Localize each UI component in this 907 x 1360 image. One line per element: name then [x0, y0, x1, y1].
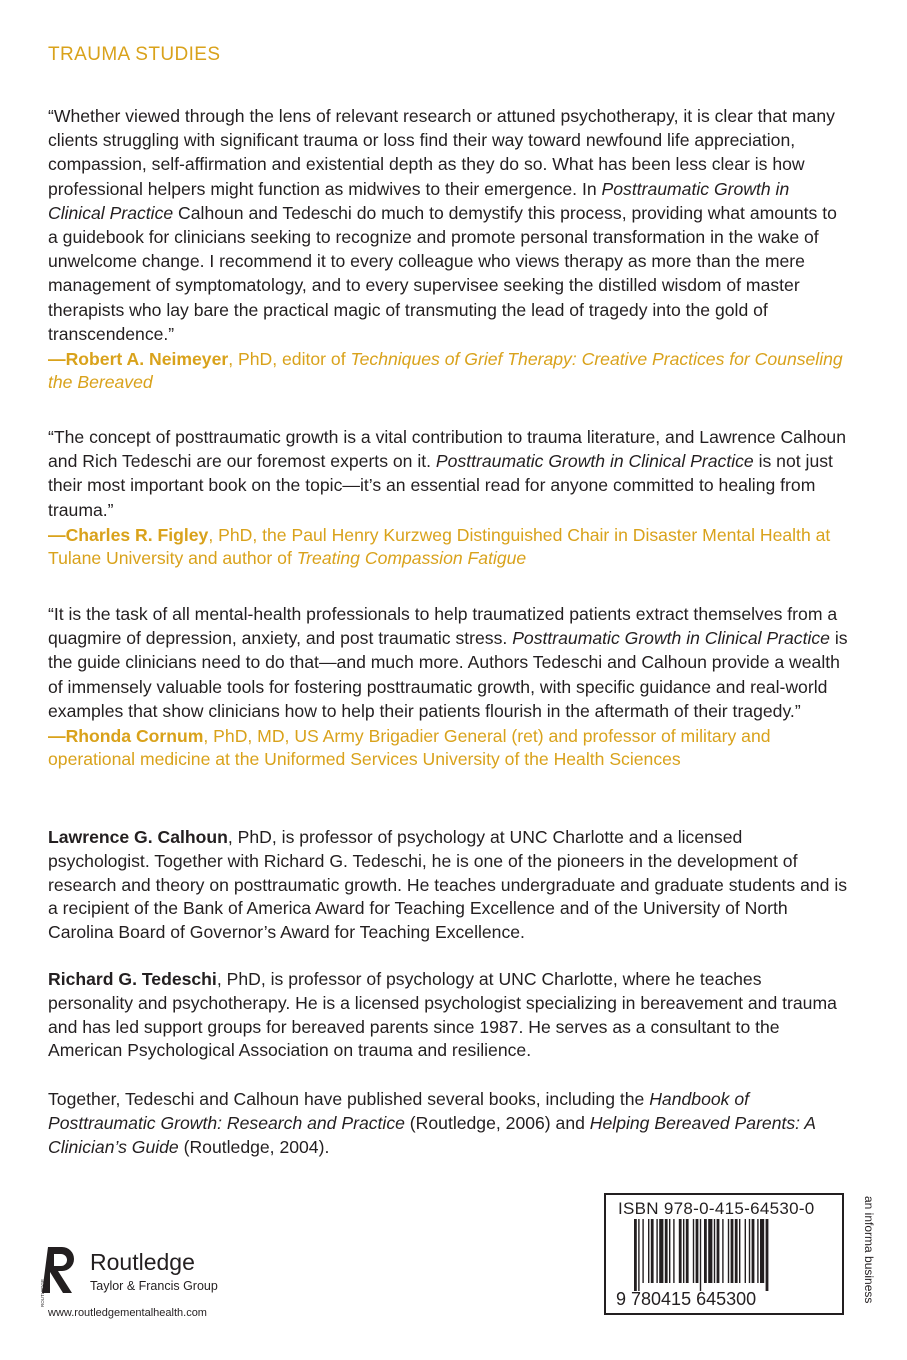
publisher-group: Taylor & Francis Group — [90, 1279, 218, 1293]
endorser-work: Techniques of Grief Therapy: Creative Practices for Counseling the Bereaved — [48, 349, 843, 393]
barcode-bar — [669, 1219, 670, 1283]
barcode-bar — [665, 1219, 668, 1283]
endorsement-neimeyer — [48, 104, 848, 394]
barcode-bar — [642, 1219, 643, 1283]
author-bio-calhoun: Lawrence G. Calhoun, PhD, is professor of psychology at UNC Charlotte and a licensed psychologist. Together with Richard G. Tedeschi, he is one of the pioneers in the development of research and theory on posttraumatic growth. He teaches undergraduate and graduate students and is a recipient of the Bank of America Award for Teaching Excellence and of the University of North Carolina Board of Governor’s Award for Teaching Excellence. — [48, 827, 848, 943]
barcode-bar — [731, 1219, 734, 1283]
endorsement-attribution: —Charles R. Figley, PhD, the Paul Henry Kurzweg Distinguished Chair in Disaster Mental Health at Tulane University and author of Treating Compassion Fatigue — [48, 524, 831, 568]
author-name: Lawrence G. Calhoun — [48, 827, 228, 847]
barcode-bar — [739, 1219, 740, 1283]
routledge-logo-icon — [40, 1245, 78, 1309]
book-title: Helping Bereaved Parents: A Clinician’s Guide — [48, 1112, 816, 1157]
barcode-bar — [704, 1219, 707, 1283]
endorsement-attribution: —Robert A. Neimeyer, PhD, editor of Techniques of Grief Therapy: Creative Practices for Counseling the Bereaved — [48, 349, 843, 393]
endorsement-quote: “The concept of posttraumatic growth is a vital contribution to trauma literature, and Lawrence Calhoun and Rich Tedeschi are our foremost experts on it. Posttraumatic Growth in Clinical Practice is not just their most important book on the topic—it’s an essential read for anyone committed to healing from trauma.” — [48, 427, 846, 520]
joint-publications: Together, Tedeschi and Calhoun have published several books, including the Handbook of Posttraumatic Growth: Research and Practice (Routledge, 2006) and Helping Bereaved Parents: A Clinician’s Guide (Routledge, 2004). — [48, 1089, 816, 1157]
barcode-bar — [696, 1219, 699, 1283]
publisher-url: www.routledgementalhealth.com — [48, 1307, 207, 1319]
barcode-bar — [752, 1219, 755, 1283]
barcode-bar — [745, 1219, 746, 1283]
barcode-bar — [656, 1219, 657, 1283]
barcode-bar — [760, 1219, 764, 1283]
publisher-logo — [40, 1245, 280, 1325]
informa-tagline: an informa business — [862, 1196, 876, 1304]
barcode-bar — [749, 1219, 750, 1283]
barcode-bar — [683, 1219, 684, 1283]
book-title: Handbook of Posttraumatic Growth: Research and Practice — [48, 1089, 749, 1133]
barcode-bar — [700, 1219, 701, 1291]
barcode-bar — [728, 1219, 729, 1283]
barcode-bar — [651, 1219, 654, 1283]
barcode-bar — [757, 1219, 758, 1283]
barcode-bar — [648, 1219, 649, 1283]
barcode-bar — [686, 1219, 689, 1283]
book-title: Posttraumatic Growth in Clinical Practice — [435, 451, 754, 472]
author-bio-tedeschi: Richard G. Tedeschi, PhD, is professor of psychology at UNC Charlotte, where he teaches personality and psychotherapy. He is a licensed psychologist specializing in bereavement and trauma and has led support groups for bereaved parents since 1987. He serves as a consultant to the American Psychological Association on trauma and resilience. — [48, 969, 837, 1061]
endorsement-quote: “It is the task of all mental-health professionals to help traumatized patients extract themselves from a quagmire of depression, anxiety, and post traumatic stress. Posttraumatic Growth in Clinical Practice is the guide clinicians need to do that—and much more. Authors Tedeschi and Calhoun provide a wealth of immensely valuable tools for fostering posttraumatic growth, with specific guidance and real-world examples that show clinicians how to help their patients flourish in the aftermath of their tragedy.” — [48, 604, 848, 721]
barcode-bar — [714, 1219, 715, 1283]
informa-tagline-wrap — [862, 1196, 876, 1316]
endorser-work: Treating Compassion Fatigue — [296, 547, 527, 568]
book-title: Posttraumatic Growth in Clinical Practice — [48, 178, 790, 223]
endorsement-figley — [48, 425, 848, 570]
isbn-barcode-box — [604, 1193, 844, 1315]
series-label: TRAUMA STUDIES — [48, 44, 221, 65]
author-name: Richard G. Tedeschi — [48, 969, 217, 989]
barcode-bar — [638, 1219, 639, 1291]
barcode-bar — [708, 1219, 712, 1283]
barcode-bar — [659, 1219, 663, 1283]
barcode-bar — [634, 1219, 637, 1291]
barcode-bar — [673, 1219, 674, 1283]
barcode-bar — [735, 1219, 738, 1283]
barcode-bar — [766, 1219, 769, 1291]
barcode-bar — [693, 1219, 694, 1283]
logo-vertical-text: ROUTLEDGE — [40, 1278, 45, 1307]
endorsement-attribution: —Rhonda Cornum, PhD, MD, US Army Brigadier General (ret) and professor of military and operational medicine at the Uniformed Services University of the Health Sciences — [48, 726, 771, 770]
book-title: Posttraumatic Growth in Clinical Practice — [512, 628, 830, 649]
endorsement-quote: “Whether viewed through the lens of relevant research or attuned psychotherapy, it is clear that many clients struggling with significant trauma or loss find their way toward newfound life appreciation, compassion, self-affirmation and existential depth as they do so. What has been less clear is how professional helpers might function as midwives to their emergence. In Posttraumatic Growth in Clinical Practice Calhoun and Tedeschi do much to demystify this process, providing what amounts to a guidebook for clinicians seeking to recognize and promote personal transformation in the wake of unwelcome change. I recommend it to every colleague who views therapy as more than the mere management of symptomatology, and to every supervisee seeking the distilled wisdom of master therapists who lay bare the practical magic of transmuting the lead of tragedy into the gold of transcendence.” — [48, 106, 837, 344]
barcode-bar — [717, 1219, 720, 1283]
publisher-name: Routledge — [90, 1249, 195, 1275]
endorser-name: —Charles R. Figley — [48, 524, 209, 545]
barcode-digits: 9 780415 645300 — [616, 1289, 757, 1307]
endorsement-cornum — [48, 602, 848, 771]
barcode-bar — [679, 1219, 682, 1283]
isbn-label: ISBN 978-0-415-64530-0 — [618, 1199, 815, 1218]
endorser-name: —Robert A. Neimeyer — [48, 349, 229, 370]
barcode-icon — [614, 1219, 834, 1307]
endorser-name: —Rhonda Cornum — [48, 726, 204, 747]
barcode-bar — [722, 1219, 723, 1283]
